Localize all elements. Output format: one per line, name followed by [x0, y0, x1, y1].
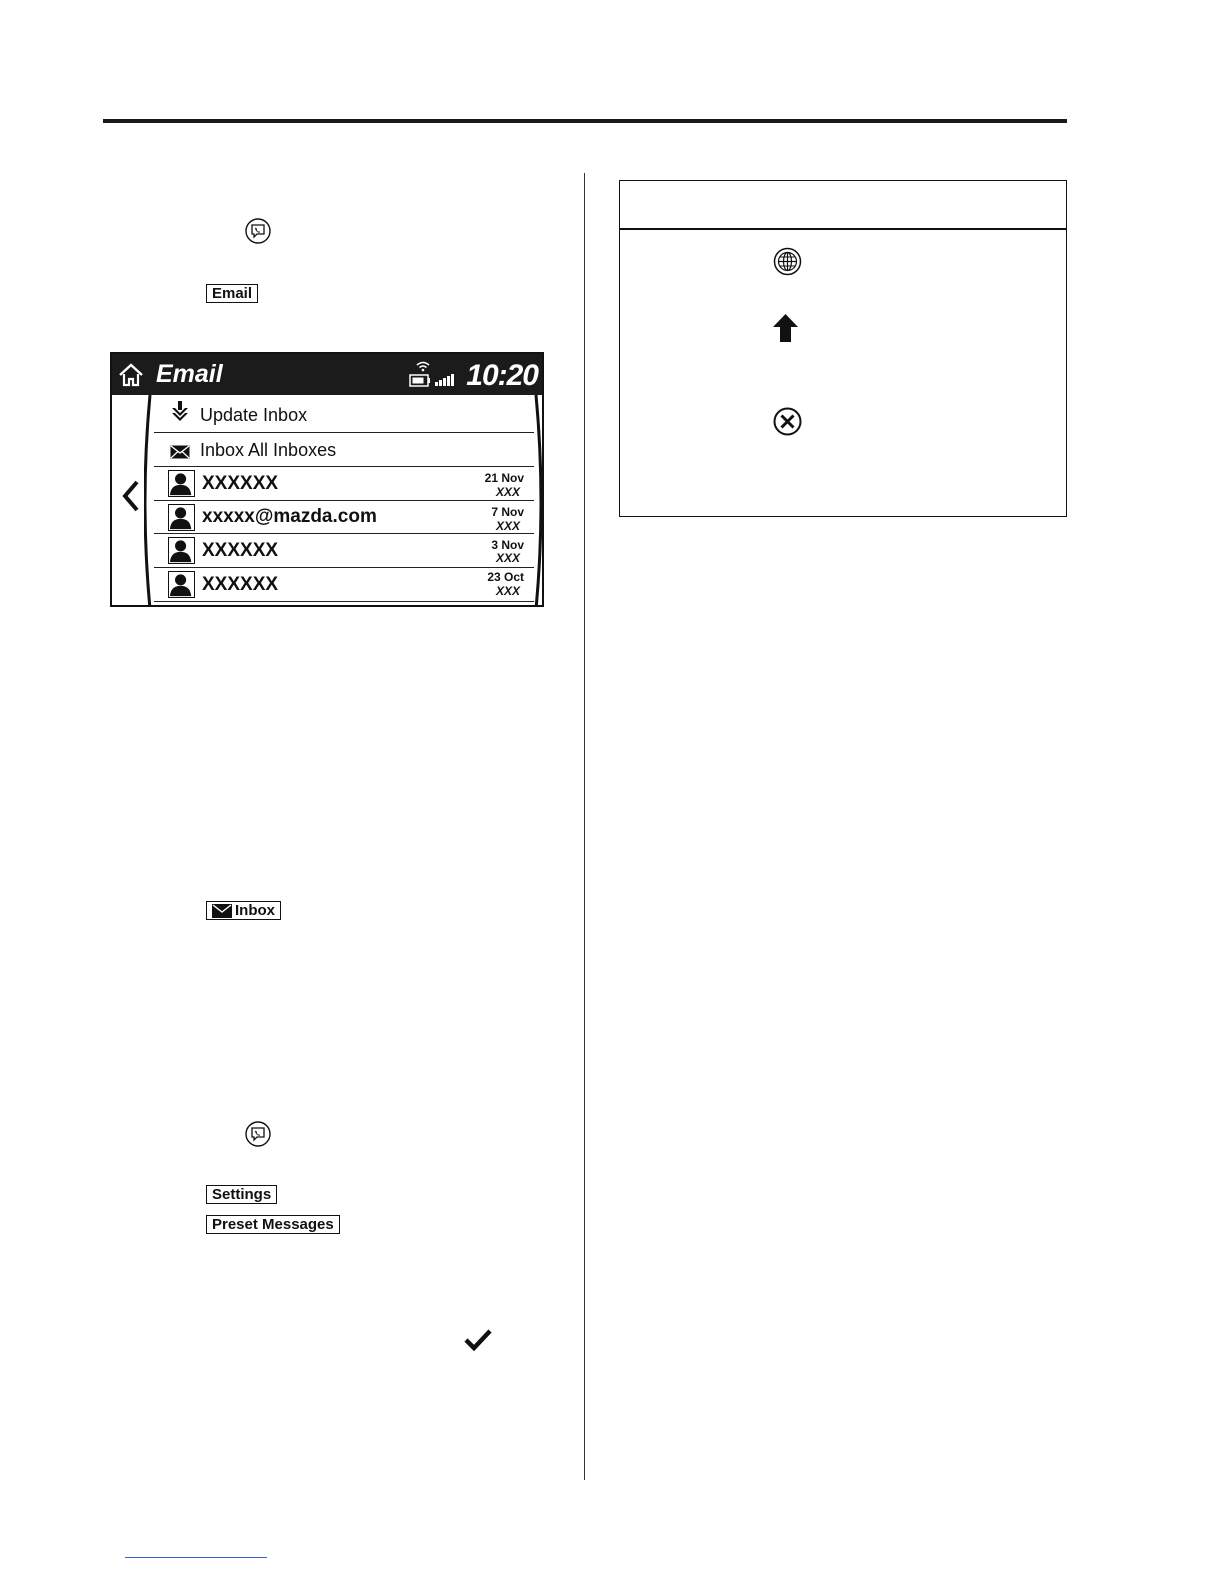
inbox-all-item[interactable]	[154, 433, 534, 467]
message-time: XXX	[495, 485, 520, 499]
screen-header	[112, 354, 542, 395]
communication-icon[interactable]	[245, 1121, 271, 1152]
email-button-label: Email	[212, 285, 253, 302]
table-header-rule	[620, 228, 1066, 230]
clock: 10:20	[466, 359, 538, 392]
message-sender: XXXXXX	[202, 540, 279, 561]
message-date: 3 Nov	[491, 538, 524, 552]
checkmark-icon[interactable]	[464, 1328, 492, 1357]
inbox-all-label: Inbox All Inboxes	[200, 440, 337, 460]
globe-icon[interactable]	[773, 247, 802, 281]
battery-icon	[410, 375, 430, 386]
header-rule	[103, 119, 1067, 123]
email-button[interactable]	[206, 284, 258, 303]
update-inbox-label: Update Inbox	[200, 405, 308, 425]
settings-button-label: Settings	[212, 1186, 272, 1203]
message-sender: xxxxx@mazda.com	[202, 506, 377, 527]
message-time: XXX	[495, 584, 520, 598]
message-row[interactable]	[154, 568, 534, 602]
message-row[interactable]	[154, 501, 534, 534]
screen-title: Email	[156, 360, 223, 388]
message-sender: XXXXXX	[202, 574, 279, 595]
wifi-icon	[417, 363, 429, 372]
contact-avatar-icon	[168, 504, 195, 531]
icon-table	[619, 180, 1067, 517]
download-arrow-icon	[170, 401, 190, 423]
preset-messages-button-label: Preset Messages	[212, 1216, 334, 1233]
message-date: 23 Oct	[487, 570, 524, 584]
contact-avatar-icon	[168, 537, 195, 564]
message-time: XXX	[495, 519, 520, 533]
home-icon[interactable]	[118, 363, 144, 387]
circle-x-icon[interactable]	[773, 407, 802, 441]
message-date: 21 Nov	[484, 471, 524, 485]
envelope-icon	[170, 445, 190, 459]
signal-icon	[435, 374, 454, 386]
message-row[interactable]	[154, 467, 534, 501]
message-sender: XXXXXX	[202, 473, 279, 494]
chevron-left-icon[interactable]	[120, 478, 142, 514]
inbox-button-label: Inbox	[235, 902, 275, 919]
column-divider	[584, 173, 585, 1480]
contact-avatar-icon	[168, 571, 195, 598]
message-date: 7 Nov	[491, 505, 524, 519]
status-icons	[408, 359, 460, 391]
message-row[interactable]	[154, 534, 534, 568]
update-inbox-item[interactable]	[154, 395, 534, 433]
message-time: XXX	[495, 551, 520, 565]
contact-avatar-icon	[168, 470, 195, 497]
footer-link-underline	[125, 1557, 267, 1558]
inbox-button[interactable]	[206, 901, 281, 920]
email-screen	[110, 352, 544, 607]
preset-messages-button[interactable]	[206, 1215, 340, 1234]
communication-icon[interactable]	[245, 218, 271, 249]
envelope-icon	[212, 904, 232, 918]
up-arrow-icon[interactable]	[772, 313, 799, 348]
settings-button[interactable]	[206, 1185, 277, 1204]
